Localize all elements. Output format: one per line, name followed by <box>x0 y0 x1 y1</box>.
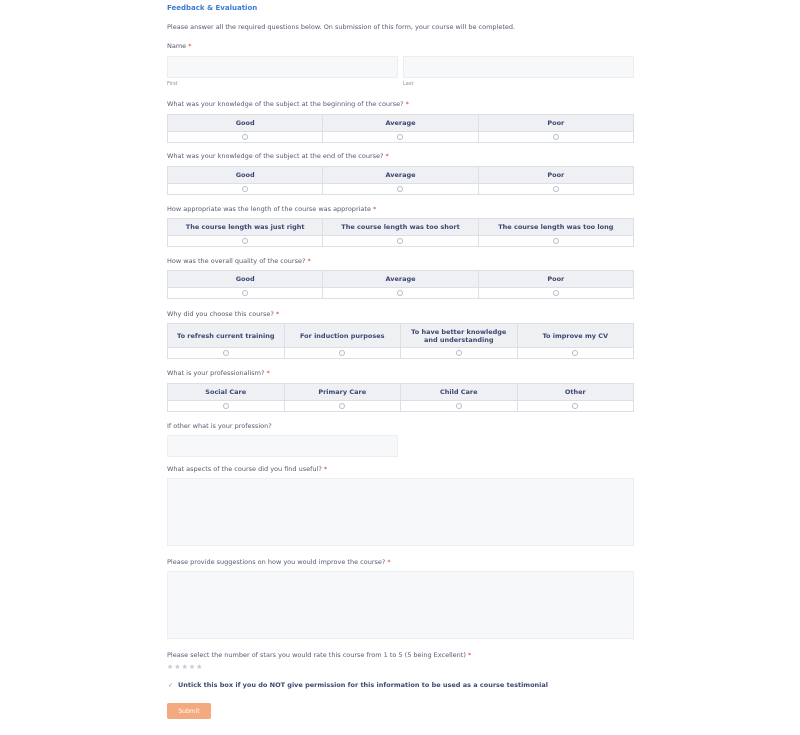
grid-header-social-care: Social Care <box>205 388 247 396</box>
star-icon[interactable]: ★ <box>181 663 188 671</box>
grid-radio-cell <box>284 348 401 358</box>
grid-header-cv: To improve my CV <box>517 324 634 347</box>
grid-radio-row <box>168 400 633 411</box>
first-name-input[interactable] <box>167 56 398 78</box>
radio-average[interactable] <box>397 186 403 192</box>
grid-radio-cell <box>322 288 477 298</box>
radio-refresh[interactable] <box>223 350 229 356</box>
testimonial-checkbox[interactable]: ✓ <box>167 681 174 689</box>
grid-radio-cell <box>478 236 633 246</box>
grid-header-refresh: To refresh current training <box>177 331 275 340</box>
grid-radio-cell <box>478 184 633 194</box>
star-icon[interactable]: ★ <box>167 663 174 671</box>
grid-header-poor: Poor <box>478 115 633 131</box>
grid-radio-cell <box>322 132 477 142</box>
grid-radio-cell <box>168 236 322 246</box>
testimonial-label: Untick this box if you do NOT give permission for this information to be used as a course testimonial <box>178 681 549 689</box>
grid-radio-cell <box>168 184 322 194</box>
grid-radio-row <box>168 131 633 142</box>
grid-radio-cell <box>400 401 517 411</box>
radio-too-short[interactable] <box>397 238 403 244</box>
grid-header-row <box>168 219 633 235</box>
radio-average[interactable] <box>397 290 403 296</box>
knowledge-end-label: What was your knowledge of the subject at the end of the course? <box>167 152 384 160</box>
profession-label: What is your professionalism? <box>167 369 265 377</box>
name-question <box>167 42 192 50</box>
grid-radio-cell <box>400 348 517 358</box>
quality-grid <box>167 270 634 299</box>
knowledge-end-grid <box>167 166 634 195</box>
grid-header-poor: Poor <box>478 167 633 183</box>
grid-radio-cell <box>517 348 634 358</box>
useful-textarea[interactable] <box>167 478 634 546</box>
grid-radio-cell <box>517 401 634 411</box>
form-title: Feedback & Evaluation <box>167 4 258 12</box>
grid-header-knowledge: To have better knowledge and understanding <box>400 324 517 347</box>
grid-radio-cell <box>322 236 477 246</box>
required-mark: * <box>385 152 389 160</box>
why-label: Why did you choose this course? <box>167 310 274 318</box>
quality-question <box>167 257 311 265</box>
radio-knowledge[interactable] <box>456 350 462 356</box>
grid-header-average: Average <box>322 271 477 287</box>
radio-good[interactable] <box>242 134 248 140</box>
radio-induction[interactable] <box>339 350 345 356</box>
quality-label: How was the overall quality of the course? <box>167 257 306 265</box>
radio-good[interactable] <box>242 290 248 296</box>
profession-grid <box>167 383 634 412</box>
radio-poor[interactable] <box>553 186 559 192</box>
required-mark: * <box>188 42 192 50</box>
grid-radio-cell <box>478 288 633 298</box>
radio-good[interactable] <box>242 186 248 192</box>
stars-label: Please select the number of stars you would rate this course from 1 to 5 (5 being Excellent) <box>167 651 466 659</box>
last-name-input[interactable] <box>403 56 634 78</box>
grid-radio-cell <box>284 401 401 411</box>
required-mark: * <box>266 369 270 377</box>
course-length-grid <box>167 218 634 247</box>
radio-average[interactable] <box>397 134 403 140</box>
required-mark: * <box>307 257 311 265</box>
useful-question <box>167 465 327 473</box>
radio-poor[interactable] <box>553 290 559 296</box>
other-profession-input[interactable] <box>167 435 398 457</box>
why-question <box>167 310 279 318</box>
grid-header-row <box>168 271 633 287</box>
profession-question <box>167 369 270 377</box>
grid-radio-row <box>168 235 633 246</box>
other-profession-label: If other what is your profession? <box>167 422 272 430</box>
required-mark: * <box>467 651 472 659</box>
grid-radio-cell <box>168 288 322 298</box>
form-intro: Please answer all the required questions below. On submission of this form, your course will be completed. <box>167 23 516 31</box>
required-mark: * <box>323 465 328 473</box>
grid-header-primary-care: Primary Care <box>284 384 401 400</box>
grid-header-child-care: Child Care <box>400 384 517 400</box>
useful-label: What aspects of the course did you find useful? <box>167 465 322 473</box>
name-label: Name <box>167 42 187 50</box>
grid-radio-row <box>168 287 633 298</box>
grid-header-row <box>168 384 633 400</box>
required-mark: * <box>275 310 280 318</box>
grid-radio-cell <box>168 348 284 358</box>
first-name-sublabel: First <box>167 81 178 87</box>
stars-question <box>167 651 471 659</box>
grid-header-average: Average <box>322 115 477 131</box>
grid-header-good: Good <box>235 171 255 179</box>
radio-just-right[interactable] <box>242 238 248 244</box>
grid-radio-cell <box>168 401 284 411</box>
grid-header-poor: Poor <box>478 271 633 287</box>
grid-radio-cell <box>168 132 322 142</box>
star-icon[interactable]: ★ <box>188 663 196 671</box>
submit-button[interactable]: Submit <box>167 703 211 719</box>
radio-other[interactable] <box>572 403 578 409</box>
why-grid <box>167 323 634 359</box>
radio-child-care[interactable] <box>456 403 462 409</box>
required-mark: * <box>387 558 391 566</box>
radio-social-care[interactable] <box>223 403 229 409</box>
grid-radio-row <box>168 347 633 358</box>
grid-header-induction: For induction purposes <box>284 324 401 347</box>
radio-too-long[interactable] <box>553 238 559 244</box>
star-icon[interactable]: ★ <box>196 663 203 671</box>
star-icon[interactable]: ★ <box>174 663 181 671</box>
grid-header-row <box>168 167 633 183</box>
grid-header-too-short: The course length was too short <box>322 219 477 235</box>
grid-header-too-long: The course length was too long <box>478 219 633 235</box>
radio-poor[interactable] <box>553 134 559 140</box>
radio-cv[interactable] <box>572 350 578 356</box>
required-mark: * <box>405 100 409 108</box>
improve-textarea[interactable] <box>167 571 634 639</box>
grid-header-good: Good <box>235 275 255 283</box>
testimonial-row <box>167 681 548 689</box>
grid-header-average: Average <box>322 167 477 183</box>
improve-question <box>167 558 391 566</box>
grid-header-just-right: The course length was just right <box>185 223 305 231</box>
grid-header-other: Other <box>517 384 634 400</box>
course-length-label: How appropriate was the length of the course was appropriate <box>167 205 371 213</box>
last-name-sublabel: Last <box>403 81 414 87</box>
star-rating <box>167 664 202 671</box>
grid-radio-cell <box>478 132 633 142</box>
knowledge-start-label: What was your knowledge of the subject at the beginning of the course? <box>167 100 404 108</box>
knowledge-start-question <box>167 100 409 108</box>
knowledge-end-question <box>167 152 389 160</box>
improve-label: Please provide suggestions on how you would improve the course? <box>167 558 386 566</box>
other-profession-question <box>167 422 272 430</box>
grid-header-good: Good <box>235 119 255 127</box>
required-mark: * <box>373 205 377 213</box>
grid-header-row <box>168 115 633 131</box>
grid-radio-row <box>168 183 633 194</box>
grid-header-row <box>168 324 633 347</box>
grid-radio-cell <box>322 184 477 194</box>
knowledge-start-grid <box>167 114 634 143</box>
course-length-question <box>167 205 376 213</box>
radio-primary-care[interactable] <box>339 403 345 409</box>
